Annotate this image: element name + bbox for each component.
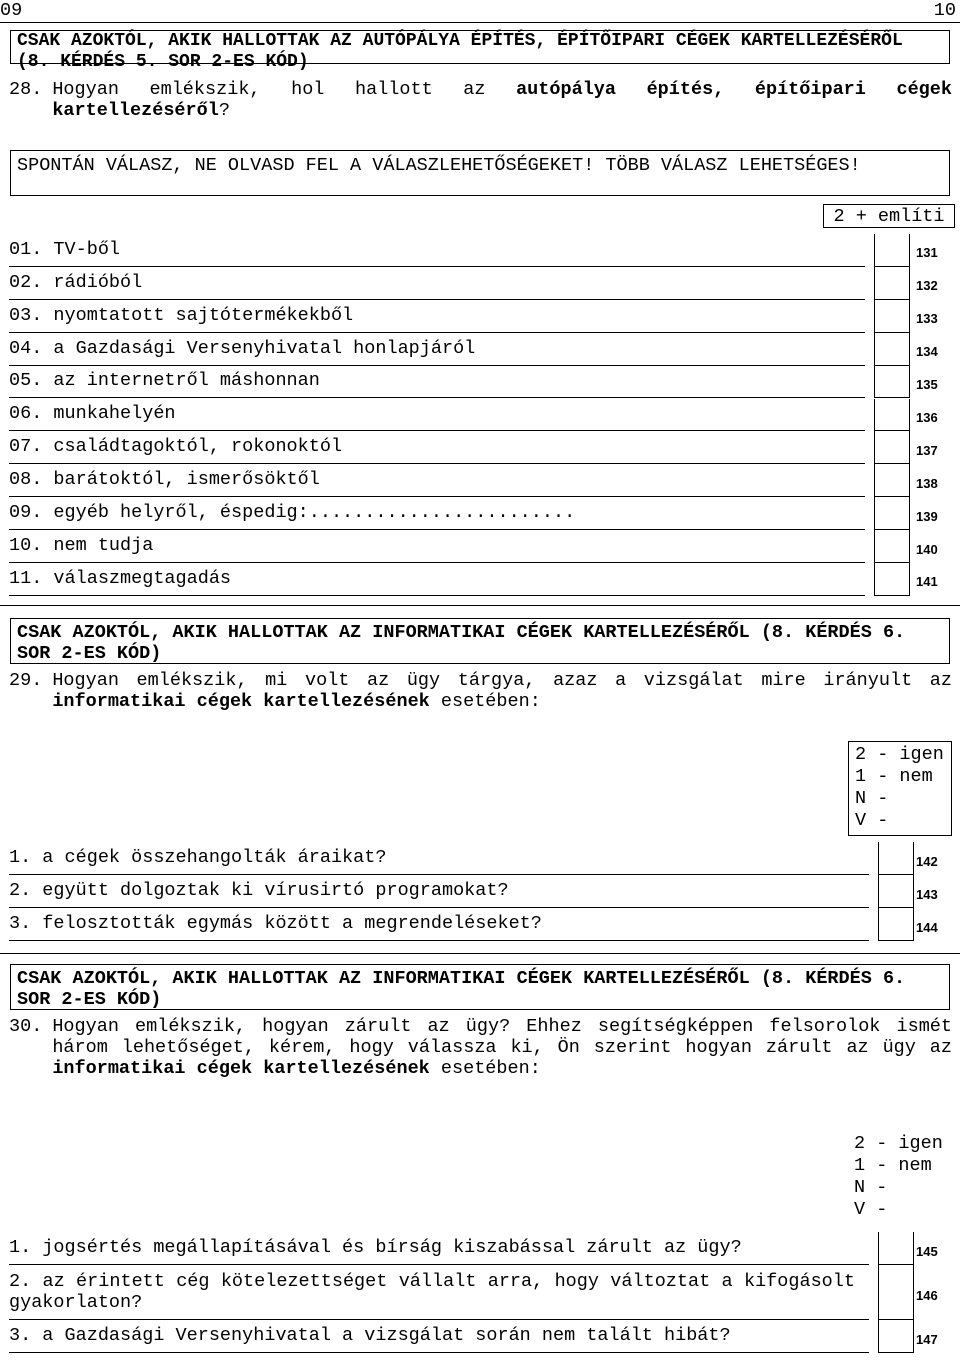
q28-row-label: 07. családtagoktól, rokonoktól (9, 436, 343, 458)
q29-row-label: 1. a cégek összehangolták áraikat? (9, 847, 387, 868)
q28-answer-cell[interactable] (874, 234, 910, 267)
q28-row (9, 234, 865, 267)
q28-column-code: 141 (916, 574, 938, 590)
q30-question (9, 1016, 952, 1079)
page-number-right: 10 (933, 0, 956, 21)
q30-answer-cell[interactable] (878, 1265, 914, 1320)
q28-row (9, 333, 865, 366)
q28-answer-cell[interactable] (874, 333, 910, 366)
q28-row-label: 06. munkahelyén (9, 403, 176, 425)
q28-row-label: 01. TV-ből (9, 238, 121, 260)
q28-row (9, 431, 865, 464)
q29-filter-text: CSAK AZOKTÓL, AKIK HALLOTTAK AZ INFORMATIKAI CÉGEK KARTELLEZÉSÉRŐL (8. KÉRDÉS 6. SOR 2-ES KÓD) (17, 622, 906, 664)
q28-filter-box (10, 30, 950, 72)
q30-text-bold: informatikai cégek kartellezésének (52, 1058, 430, 1079)
q28-column-code: 137 (916, 442, 938, 458)
q29-number: 29. (9, 670, 43, 691)
q29-text-bold: informatikai cégek kartellezésének (52, 691, 430, 712)
q30-legend-n: N - (854, 1177, 888, 1198)
q29-answer-cell[interactable] (878, 908, 914, 941)
q28-answer-cell[interactable] (874, 563, 910, 596)
q28-column-code: 134 (916, 344, 938, 360)
q28-answer-cell[interactable] (874, 300, 910, 333)
q28-row (9, 366, 865, 399)
q28-column-code: 139 (916, 508, 938, 524)
q28-answer-cell[interactable] (874, 267, 910, 300)
q28-filter-text: CSAK AZOKTÓL, AKIK HALLOTTAK AZ AUTÓPÁLYA ÉPÍTÉS, ÉPÍTŐIPARI CÉGEK KARTELLEZÉSÉRŐL (8. KÉRDÉS 5. SOR 2-ES KÓD) (17, 31, 903, 72)
q28-column-code: 136 (916, 409, 938, 425)
q28-answer-cell[interactable] (874, 399, 910, 432)
q28-row-label: 03. nyomtatott sajtótermékekből (9, 304, 354, 326)
q29-answer-cell[interactable] (878, 842, 914, 875)
q30-number: 30. (9, 1016, 43, 1037)
q29-answer-cell[interactable] (878, 875, 914, 908)
q29-row (9, 908, 869, 941)
q29-filter-box (10, 618, 950, 664)
q28-answer-cell[interactable] (874, 431, 910, 464)
q30-row-label: 2. az érintett cég kötelezettséget vállalt arra, hogy változtat a kifogásolt gyakorlaton? (9, 1271, 855, 1313)
q30-filter-box (10, 964, 950, 1010)
q28-row (9, 530, 865, 563)
q28-text-bold: autópálya építés, építőipari cégek kartellezéséről (52, 79, 952, 121)
q29-row-label: 2. együtt dolgoztak ki vírusirtó programokat? (9, 880, 509, 901)
q29-question (9, 670, 952, 712)
q30-legend-yes: 2 - igen (854, 1133, 943, 1154)
q28-instruction: SPONTÁN VÁLASZ, NE OLVASD FEL A VÁLASZLEHETŐSÉGEKET! TÖBB VÁLASZ LEHETSÉGES! (17, 155, 861, 176)
q29-divider (0, 953, 960, 954)
q30-row (9, 1320, 869, 1353)
q29-legend-no: 1 - nem (855, 766, 933, 787)
q28-row (9, 399, 865, 432)
q28-instruction-box (10, 150, 950, 196)
q28-row-label: 04. a Gazdasági Versenyhivatal honlapjáról (9, 337, 476, 359)
q29-legend-yes: 2 - igen (855, 744, 944, 765)
page-number-left: 09 (0, 0, 23, 21)
q28-divider (0, 605, 960, 606)
q29-column-code: 143 (916, 886, 938, 902)
q28-row-label: 11. válaszmegtagadás (9, 567, 232, 589)
q28-row (9, 464, 865, 497)
q28-row-label: 02. rádióból (9, 271, 143, 293)
q30-column-code: 146 (916, 1287, 938, 1303)
q30-row-label: 1. jogsértés megállapításával és bírság kiszabással zárult az ügy? (9, 1237, 742, 1258)
q30-answer-cell[interactable] (878, 1320, 914, 1353)
q28-answer-cell[interactable] (874, 530, 910, 563)
q28-row (9, 563, 865, 596)
q28-row (9, 267, 865, 300)
q28-code-header-label: 2 + említi (833, 206, 945, 227)
q30-row-label: 3. a Gazdasági Versenyhivatal a vizsgálat során nem talált hibát? (9, 1325, 731, 1346)
q30-row (9, 1232, 869, 1265)
q28-column-code: 140 (916, 541, 938, 557)
q28-column-code: 138 (916, 475, 938, 491)
q28-text: Hogyan emlékszik, hol hallott az autópálya építés, építőipari cégek kartellezéséről? (52, 79, 952, 121)
q28-column-code: 131 (916, 245, 938, 261)
q29-legend-v: V - (855, 810, 889, 831)
q28-row-label: 08. barátoktól, ismerősöktől (9, 469, 320, 491)
q30-column-code: 145 (916, 1243, 938, 1259)
q30-legend (854, 1133, 954, 1221)
q30-filter-text: CSAK AZOKTÓL, AKIK HALLOTTAK AZ INFORMATIKAI CÉGEK KARTELLEZÉSÉRŐL (8. KÉRDÉS 6. SOR 2-ES KÓD) (17, 968, 906, 1010)
q29-row (9, 875, 869, 908)
q28-column-code: 135 (916, 377, 938, 393)
q28-row (9, 497, 865, 530)
q29-text: Hogyan emlékszik, mi volt az ügy tárgya, azaz a vizsgálat mire irányult az informatikai cégek kartellezésének esetében: (52, 670, 952, 712)
q30-column-code: 147 (916, 1331, 938, 1347)
q30-legend-v: V - (854, 1199, 888, 1220)
q29-column-code: 142 (916, 853, 938, 869)
q29-row (9, 842, 869, 875)
q28-answer-cell[interactable] (874, 464, 910, 497)
q28-answer-cell[interactable] (874, 366, 910, 399)
q30-legend-no: 1 - nem (854, 1155, 932, 1176)
q30-text: Hogyan emlékszik, hogyan zárult az ügy? Ehhez segítségképpen felsorolok ismét három lehetőséget, kérem, hogy válassza ki, Ön szerint hogyan zárult az ügy az informatikai cégek kartellezésének esetében: (52, 1016, 952, 1079)
q29-column-code: 144 (916, 919, 938, 935)
q28-column-code: 132 (916, 278, 938, 294)
q28-answer-cell[interactable] (874, 497, 910, 530)
q28-row-label: 10. nem tudja (9, 534, 154, 556)
q30-answer-cell[interactable] (878, 1232, 914, 1265)
q28-row-label: 09. egyéb helyről, éspedig:........................ (9, 502, 576, 524)
q28-number: 28. (9, 79, 43, 100)
q30-row (9, 1265, 869, 1320)
q28-column-code: 133 (916, 311, 938, 327)
q28-question (9, 79, 952, 121)
q28-row (9, 300, 865, 333)
q29-legend-box (848, 741, 952, 836)
header-divider (0, 22, 960, 23)
q28-code-header (823, 204, 955, 228)
q28-row-label: 05. az internetről máshonnan (9, 370, 320, 392)
q29-legend-n: N - (855, 788, 889, 809)
q29-row-label: 3. felosztották egymás között a megrendeléseket? (9, 913, 542, 934)
